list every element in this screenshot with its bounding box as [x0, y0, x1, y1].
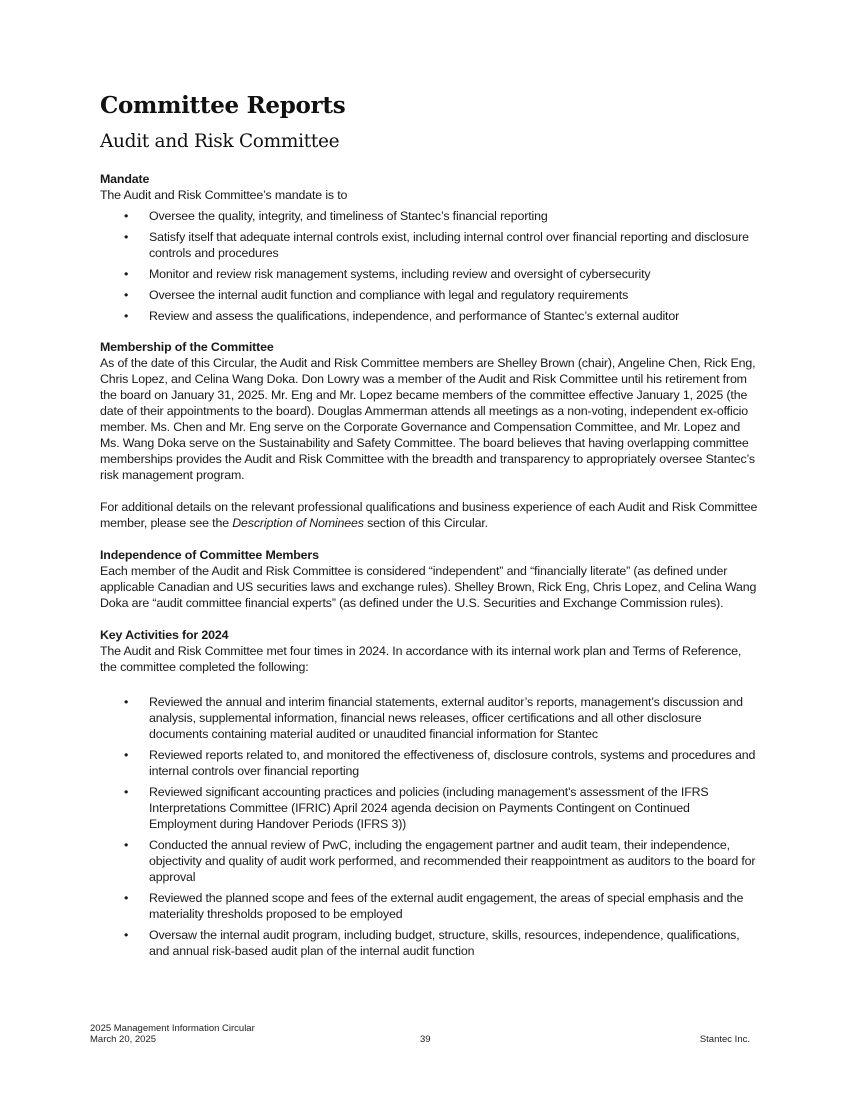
page-subtitle: Audit and Risk Committee [100, 131, 340, 152]
activity-item-text: Reviewed significant accounting practices and policies (including management's assessment of the IFRS Interpretations Committee (IFRIC) April 2024 agenda decision on Payments Contingent on Continued Employment during Handover Periods (IFRS 3)) [149, 785, 709, 831]
footer-date: March 20, 2025 [90, 1034, 157, 1045]
activity-item [100, 694, 760, 742]
details-text-after: section of this Circular. [363, 516, 488, 530]
bullet-icon: • [124, 695, 129, 709]
footer-company: Stantec Inc. [699, 1034, 750, 1045]
membership-details-paragraph [100, 499, 760, 531]
mandate-item-text: Satisfy itself that adequate internal controls exist, including internal control over financial reporting and disclosure controls and procedures [149, 230, 749, 260]
activity-item [100, 837, 760, 885]
membership-heading: Membership of the Committee [100, 340, 274, 354]
independence-section [100, 547, 760, 611]
independence-heading: Independence of Committee Members [100, 548, 319, 562]
activity-item-text: Oversaw the internal audit program, including budget, structure, skills, resources, independence, qualifications, and annual risk-based audit plan of the internal audit function [149, 928, 740, 958]
mandate-item [100, 308, 760, 324]
bullet-icon: • [124, 748, 129, 762]
document-body [100, 171, 760, 964]
membership-paragraph: As of the date of this Circular, the Audit and Risk Committee members are Shelley Brown (chair), Angeline Chen, Rick Eng, Chris Lopez, and Celina Wang Doka. Don Lowry was a member of the Audit and Risk Committee until his retirement from the board on January 31, 2025. Mr. Eng and Mr. Lopez became members of the committee effective January 1, 2025 (the date of their appointments to the board). Douglas Ammerman attends all meetings as a non-voting, independent ex-officio member. Ms. Chen and Mr. Eng serve on the Corporate Governance and Compensation Committee, and Mr. Lopez and Ms. Wang Doka serve on the Sustainability and Safety Committee. The board believes that having overlapping committee memberships provides the Audit and Risk Committee with the breadth and transparency to appropriately oversee Stantec’s risk management program. [100, 356, 756, 482]
mandate-item [100, 208, 760, 224]
activity-item [100, 784, 760, 832]
footer-document-name: 2025 Management Information Circular [90, 1023, 255, 1034]
activity-item [100, 890, 760, 922]
activity-item-text: Reviewed the planned scope and fees of the external audit engagement, the areas of special emphasis and the materiality thresholds proposed to be employed [149, 891, 744, 921]
bullet-icon: • [124, 785, 129, 799]
activity-item-text: Reviewed reports related to, and monitored the effectiveness of, disclosure controls, systems and procedures and internal controls over financial reporting [149, 748, 756, 778]
mandate-item-text: Monitor and review risk management systems, including review and oversight of cybersecurity [149, 267, 651, 281]
activities-list [100, 694, 760, 959]
details-text-before: For additional details on the relevant professional qualifications and business experience of each Audit and Risk Committee member, please see the [100, 500, 758, 530]
mandate-item-text: Review and assess the qualifications, independence, and performance of Stantec’s external auditor [149, 309, 680, 323]
page-number: 39 [420, 1034, 431, 1045]
mandate-item-text: Oversee the quality, integrity, and timeliness of Stantec’s financial reporting [149, 209, 548, 223]
activities-section [100, 627, 760, 959]
activity-item-text: Reviewed the annual and interim financial statements, external auditor’s reports, management’s discussion and analysis, supplemental information, financial news releases, officer certifications and all other disclosure documents containing material audited or unaudited financial information for Stantec [149, 695, 743, 741]
activity-item-text: Conducted the annual review of PwC, including the engagement partner and audit team, their independence, objectivity and quality of audit work performed, and recommended their reappointment as auditors to the board for approval [149, 838, 756, 884]
bullet-icon: • [124, 891, 129, 905]
bullet-icon: • [124, 928, 129, 942]
mandate-item-text: Oversee the internal audit function and compliance with legal and regulatory requirements [149, 288, 629, 302]
bullet-icon: • [124, 267, 129, 281]
bullet-icon: • [124, 209, 129, 223]
bullet-icon: • [124, 230, 129, 244]
activities-intro: The Audit and Risk Committee met four times in 2024. In accordance with its internal work plan and Terms of Reference, the committee completed the following: [100, 644, 742, 674]
description-of-nominees-reference: Description of Nominees [232, 516, 364, 530]
independence-paragraph: Each member of the Audit and Risk Committee is considered “independent” and “financially literate” (as defined under applicable Canadian and US securities laws and exchange rules). Shelley Brown, Rick Eng, Chris Lopez, and Celina Wang Doka are “audit committee financial experts” (as defined under the U.S. Securities and Exchange Commission rules). [100, 564, 757, 610]
activity-item [100, 747, 760, 779]
mandate-item [100, 266, 760, 282]
mandate-item [100, 229, 760, 261]
bullet-icon: • [124, 309, 129, 323]
activity-item [100, 927, 760, 959]
mandate-list [100, 208, 760, 324]
mandate-heading: Mandate [100, 172, 150, 186]
membership-section [100, 339, 760, 531]
mandate-item [100, 287, 760, 303]
activities-heading: Key Activities for 2024 [100, 628, 229, 642]
bullet-icon: • [124, 838, 129, 852]
page-title: Committee Reports [100, 92, 346, 119]
bullet-icon: • [124, 288, 129, 302]
footer-left [90, 1023, 255, 1045]
mandate-intro: The Audit and Risk Committee’s mandate is to [100, 188, 348, 202]
mandate-section [100, 171, 760, 324]
